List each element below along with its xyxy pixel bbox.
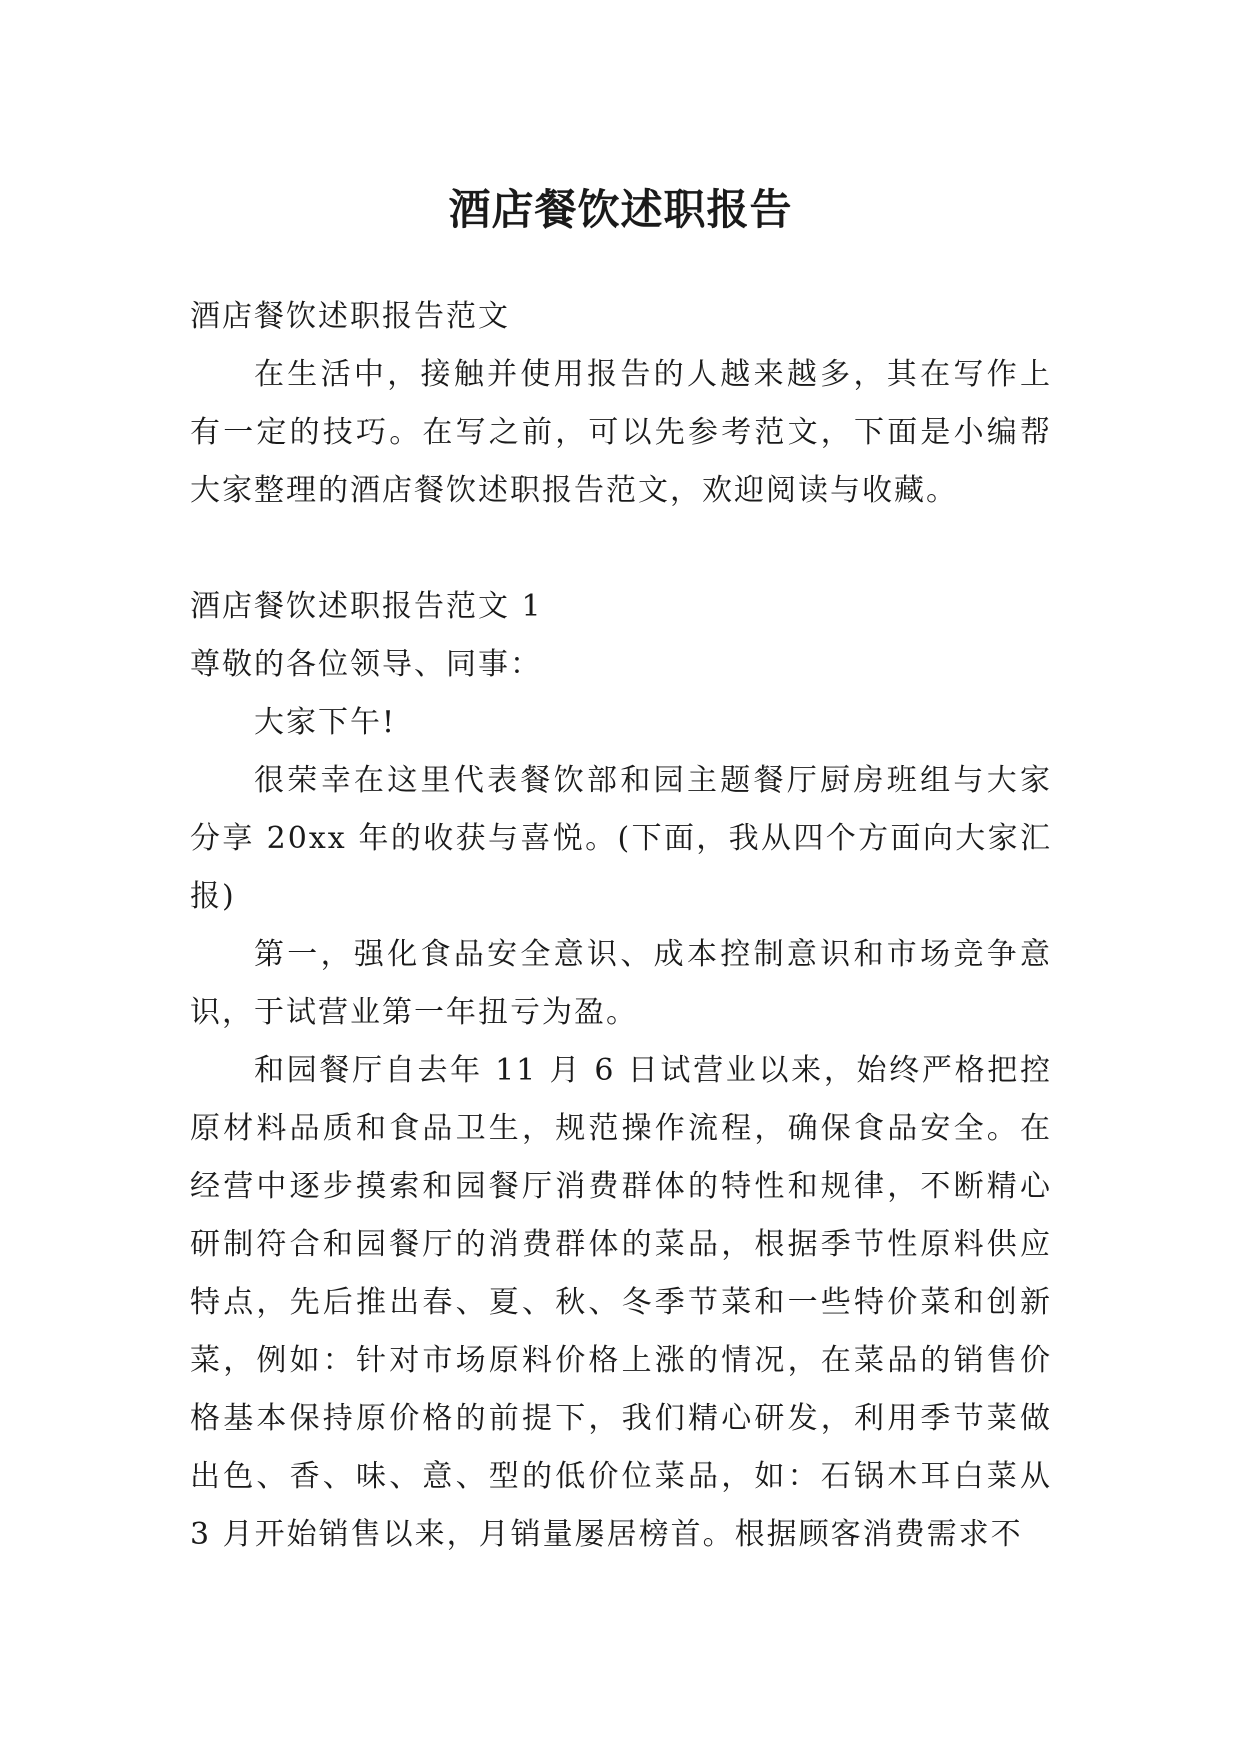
body-paragraph-1: 很荣幸在这里代表餐饮部和园主题餐厅厨房班组与大家分享 20xx 年的收获与喜悦。(下面，我从四个方面向大家汇报) (190, 763, 1052, 914)
greeting: 大家下午! (254, 705, 397, 740)
body-paragraph-2: 第一，强化食品安全意识、成本控制意识和市场竞争意识，于试营业第一年扭亏为盈。 (190, 937, 1052, 1030)
subtitle: 酒店餐饮述职报告范文 (190, 299, 510, 334)
intro-paragraph: 在生活中，接触并使用报告的人越来越多，其在写作上有一定的技巧。在写之前，可以先参考范文，下面是小编帮大家整理的酒店餐饮述职报告范文，欢迎阅读与收藏。 (190, 357, 1052, 508)
body-paragraph-3: 和园餐厅自去年 11 月 6 日试营业以来，始终严格把控原材料品质和食品卫生，规范操作流程，确保食品安全。在经营中逐步摸索和园餐厅消费群体的特性和规律，不断精心研制符合和园餐厅的消费群体的菜品，根据季节性原料供应特点，先后推出春、夏、秋、冬季节菜和一些特价菜和创新菜，例如：针对市场原料价格上涨的情况，在菜品的销售价格基本保持原价格的前提下，我们精心研发，利用季节菜做出色、香、味、意、型的低价位菜品，如：石锅木耳白菜从 3 月开始销售以来，月销量屡居榜首。根据顾客消费需求不 (190, 1053, 1052, 1552)
salutation: 尊敬的各位领导、同事： (190, 647, 542, 682)
section-heading: 酒店餐饮述职报告范文 1 (190, 589, 543, 624)
document-title: 酒店餐饮述职报告 (448, 185, 793, 235)
document-body (190, 288, 1052, 1564)
